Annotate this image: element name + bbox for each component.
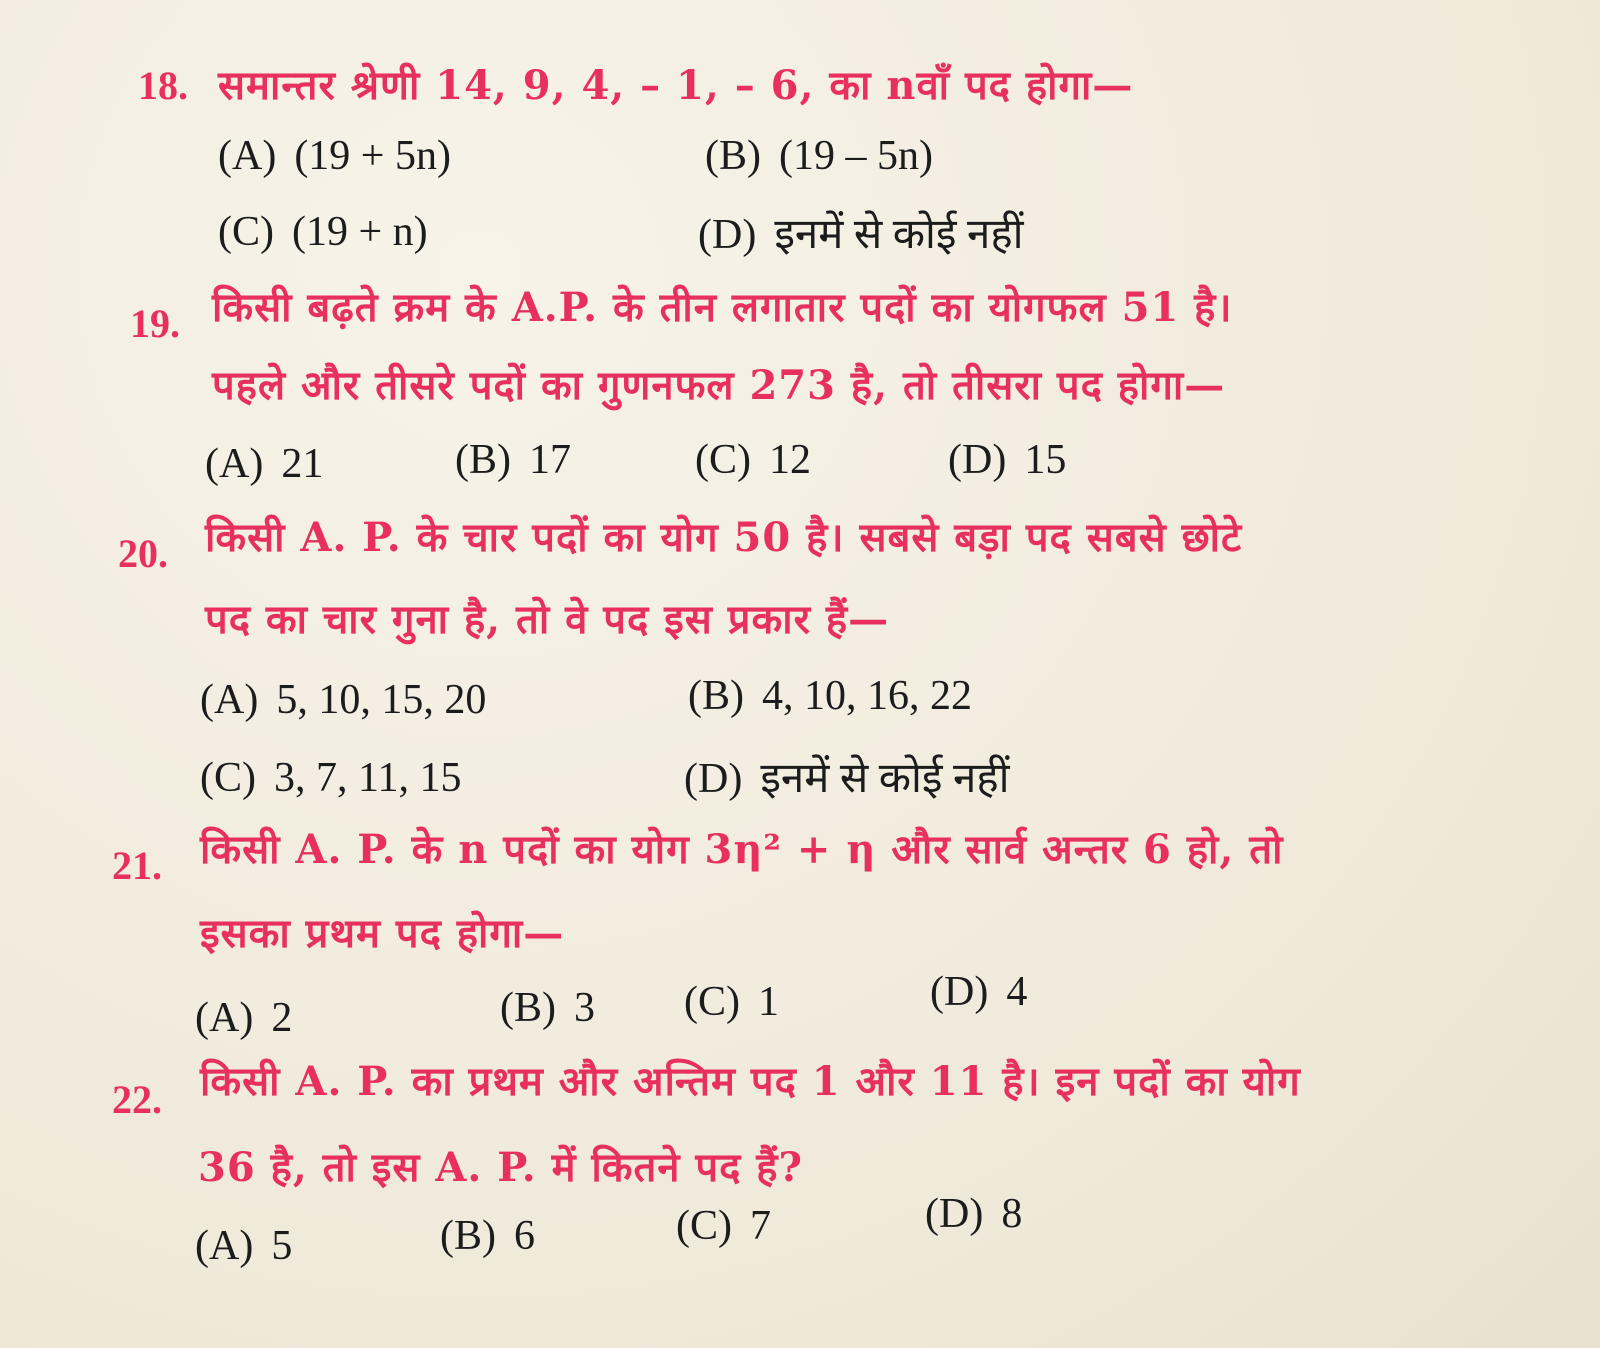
option-value: 4, 10, 16, 22 — [762, 673, 972, 719]
question-text-line: समान्तर श्रेणी 14, 9, 4, – 1, – 6, का nवाँ पद होगा— — [218, 62, 1134, 109]
option-a — [218, 132, 451, 180]
option-d — [930, 968, 1027, 1016]
option-label: (A) — [205, 441, 264, 487]
option-value: 4 — [1006, 969, 1028, 1015]
option-label: (C) — [218, 209, 274, 255]
option-label: (A) — [195, 995, 254, 1041]
option-c — [695, 436, 811, 484]
question-text-line: पहले और तीसरे पदों का गुणनफल 273 है, तो तीसरा पद होगा— — [212, 362, 1226, 409]
question-text-line: 36 है, तो इस A. P. में कितने पद हैं? — [198, 1144, 803, 1191]
option-c — [200, 754, 461, 802]
option-value: 5, 10, 15, 20 — [276, 677, 487, 723]
option-value: 1 — [758, 979, 779, 1025]
question-text-line: किसी A. P. के चार पदों का योग 50 है। सबसे बड़ा पद सबसे छोटे — [205, 514, 1243, 561]
question-text-line: किसी A. P. के n पदों का योग 3η² + η और सार्व अन्तर 6 हो, तो — [200, 826, 1284, 873]
option-value: 15 — [1024, 437, 1067, 483]
option-b — [455, 436, 571, 484]
option-value: (19 + 5n) — [294, 133, 451, 179]
option-d — [698, 204, 1024, 261]
question-number: 18. — [138, 63, 188, 108]
option-label: (A) — [218, 133, 277, 179]
option-label: (D) — [684, 756, 743, 802]
option-a — [195, 1222, 292, 1270]
option-label: (D) — [925, 1191, 984, 1237]
question-number: 21. — [112, 843, 162, 888]
option-value: 7 — [750, 1203, 771, 1249]
option-label: (B) — [500, 985, 556, 1031]
option-label: (D) — [948, 437, 1007, 483]
option-label: (B) — [688, 673, 744, 719]
option-value: 8 — [1001, 1191, 1023, 1237]
option-value: (19 + n) — [292, 209, 428, 255]
option-d — [948, 436, 1066, 484]
option-label: (C) — [684, 979, 740, 1025]
option-d — [684, 748, 1010, 805]
option-value: 2 — [271, 995, 293, 1041]
question-number: 20. — [118, 531, 168, 576]
option-label: (C) — [695, 437, 751, 483]
option-b — [688, 672, 972, 720]
option-value: 3, 7, 11, 15 — [274, 755, 462, 801]
question-text-line: किसी बढ़ते क्रम के A.P. के तीन लगातार पदों का योगफल 51 है। — [212, 284, 1233, 331]
question-number: 19. — [130, 301, 180, 346]
question-text-line: इसका प्रथम पद होगा— — [200, 910, 565, 957]
option-value: 3 — [574, 985, 595, 1031]
option-label: (C) — [676, 1203, 732, 1249]
option-a — [200, 676, 486, 724]
option-value: 6 — [514, 1213, 535, 1259]
option-b — [440, 1212, 535, 1260]
option-value: 5 — [271, 1223, 293, 1269]
option-label: (B) — [705, 133, 761, 179]
option-c — [684, 978, 779, 1026]
option-label: (A) — [200, 677, 259, 723]
option-c — [218, 208, 428, 256]
option-d — [925, 1190, 1022, 1238]
option-value: इनमें से कोई नहीं — [774, 212, 1024, 258]
question-number: 22. — [112, 1077, 162, 1122]
option-b — [500, 984, 595, 1032]
option-label: (D) — [698, 212, 757, 258]
option-label: (D) — [930, 969, 989, 1015]
option-label: (C) — [200, 755, 256, 801]
option-value: 12 — [769, 437, 811, 483]
question-text-line: पद का चार गुना है, तो वे पद इस प्रकार हैं— — [205, 596, 890, 643]
option-value: 17 — [529, 437, 571, 483]
option-label: (B) — [440, 1213, 496, 1259]
option-value: (19 – 5n) — [779, 133, 933, 179]
option-a — [195, 994, 292, 1042]
option-value: इनमें से कोई नहीं — [760, 756, 1010, 802]
option-label: (A) — [195, 1223, 254, 1269]
option-a — [205, 440, 323, 488]
question-text-line: किसी A. P. का प्रथम और अन्तिम पद 1 और 11 है। इन पदों का योग — [200, 1058, 1301, 1105]
option-c — [676, 1202, 771, 1250]
option-label: (B) — [455, 437, 511, 483]
option-value: 21 — [281, 441, 324, 487]
option-b — [705, 132, 933, 180]
